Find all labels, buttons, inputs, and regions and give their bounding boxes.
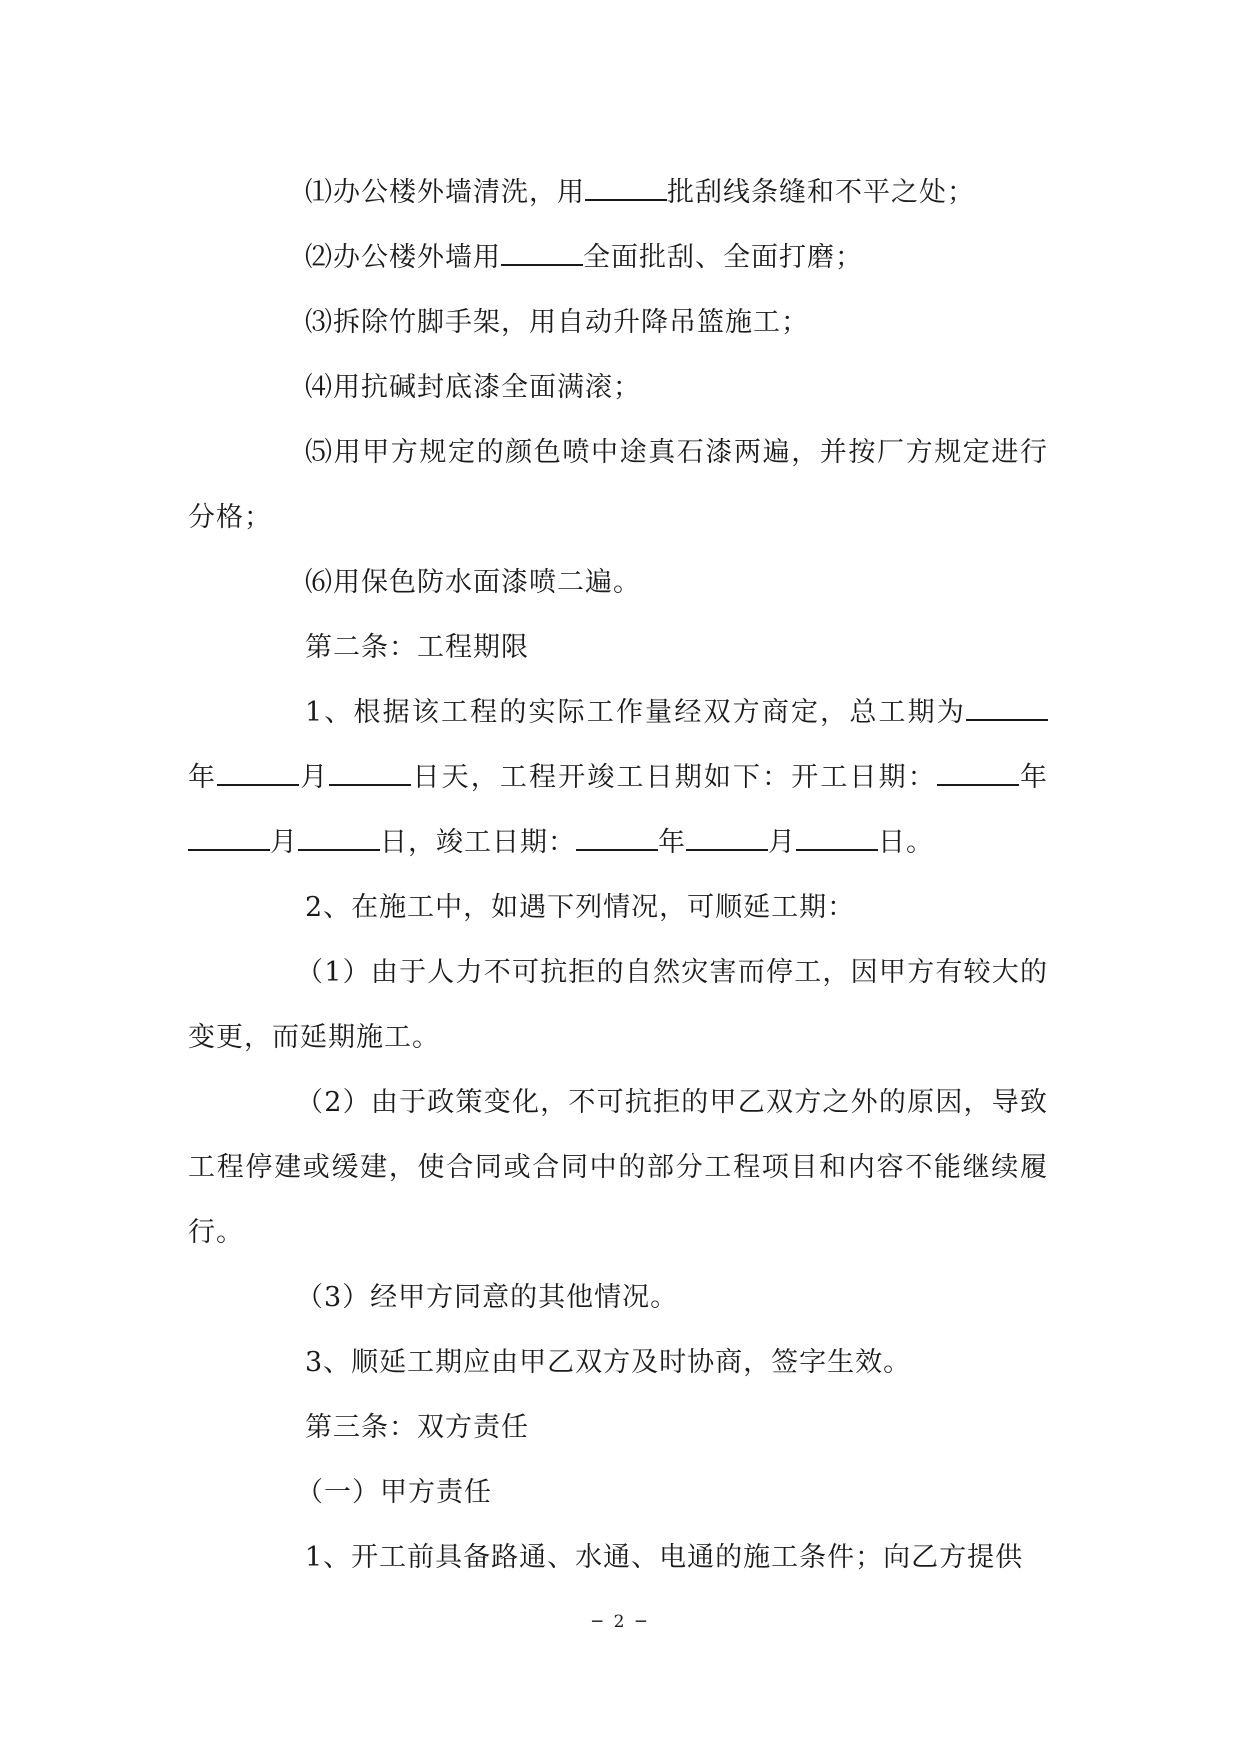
sub-item-2: （2）由于政策变化，不可抗拒的甲乙双方之外的原因，导致工程停建或缓建，使合同或合同中的部分工程项目和内容不能继续履行。 <box>188 1087 1048 1248</box>
list-item-4: ⑷用抗碱封底漆全面满滚； <box>305 372 641 403</box>
fill-in-blank[interactable] <box>966 695 1048 721</box>
sub-item-1: （1）由于人力不可抗拒的自然灾害而停工，因甲方有较大的变更，而延期施工。 <box>188 957 1048 1053</box>
paragraph-duration: 1、根据该工程的实际工作量经双方商定，总工期为年 月 日天，工程开竣工日期如下：开工日期： 年月 日，竣工日期： 年 月 日。 <box>188 680 1048 875</box>
fill-in-blank[interactable] <box>329 760 411 786</box>
fill-in-blank[interactable] <box>501 240 583 266</box>
list-item-5: ⑸用甲方规定的颜色喷中途真石漆两遍，并按厂方规定进行分格； <box>188 437 1048 533</box>
sub-item-3: （3）经甲方同意的其他情况。 <box>296 1282 679 1313</box>
list-item-2: ⑵办公楼外墙用 全面批刮、全面打磨； <box>188 225 1048 290</box>
page-number: ─ 2 ─ <box>591 1612 650 1632</box>
fill-in-blank[interactable] <box>796 825 878 851</box>
document-body <box>188 160 1048 1590</box>
article-heading: 第二条：工程期限 <box>305 632 529 663</box>
fill-in-blank[interactable] <box>188 825 270 851</box>
list-item-1: ⑴办公楼外墙清洗，用 批刮线条缝和不平之处； <box>188 160 1048 225</box>
fill-in-blank[interactable] <box>937 760 1019 786</box>
fill-in-blank[interactable] <box>585 175 667 201</box>
paragraph-extension: 2、在施工中，如遇下列情况，可顺延工期： <box>305 892 856 923</box>
fill-in-blank[interactable] <box>686 825 768 851</box>
paragraph-party-a: 1、开工前具备路通、水通、电通的施工条件；向乙方提供 <box>305 1542 1024 1573</box>
list-item-6: ⑹用保色防水面漆喷二遍。 <box>305 567 641 598</box>
article-heading: 第三条：双方责任 <box>305 1412 529 1443</box>
fill-in-blank[interactable] <box>217 760 299 786</box>
fill-in-blank[interactable] <box>576 825 658 851</box>
list-item-3: ⑶拆除竹脚手架，用自动升降吊篮施工； <box>305 307 809 338</box>
section-heading: （一）甲方责任 <box>296 1477 492 1508</box>
paragraph-agreement: 3、顺延工期应由甲乙双方及时协商，签字生效。 <box>305 1347 912 1378</box>
fill-in-blank[interactable] <box>298 825 380 851</box>
